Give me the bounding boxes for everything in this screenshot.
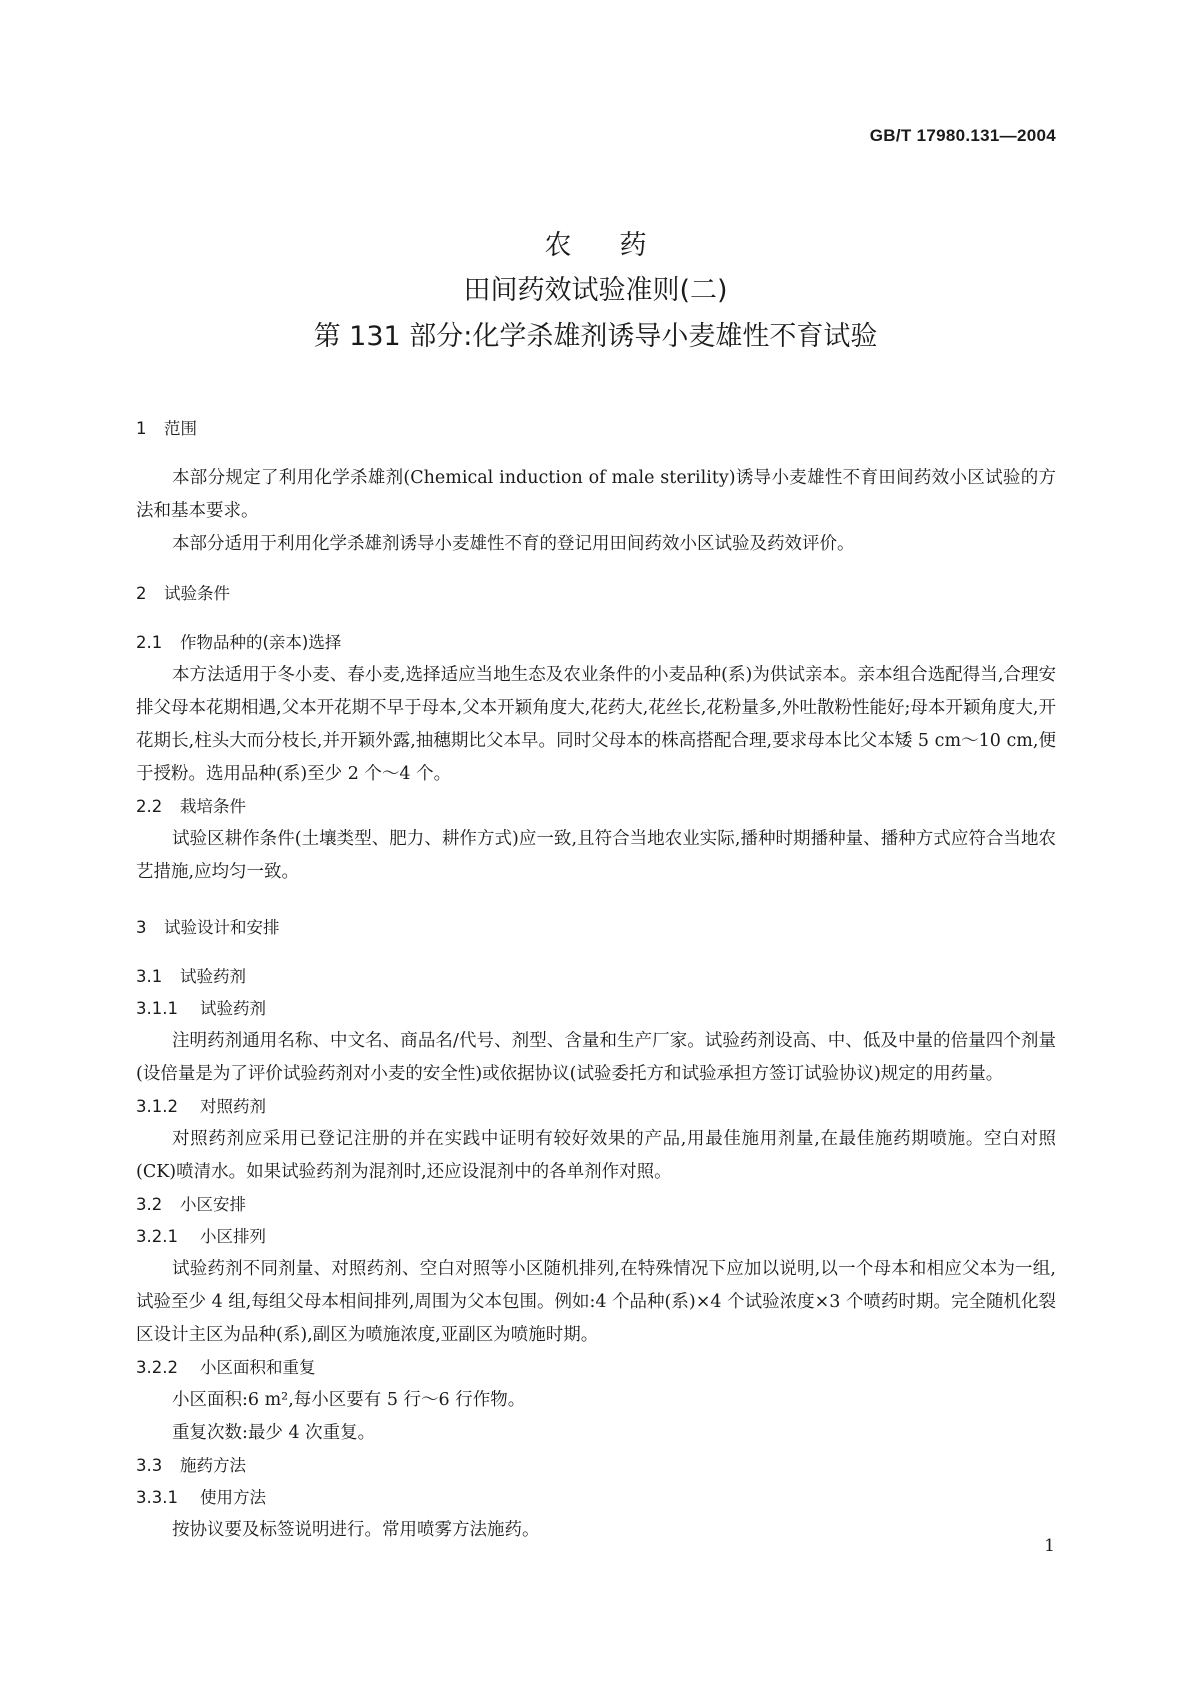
subsection-heading-3-1-1 [136,993,1056,1025]
subsection-heading-3-3-1 [136,1482,1056,1514]
subsection-heading-2-1 [136,627,1056,659]
section-title: 试验药剂 [200,999,266,1018]
section-number: 3.1.1 [136,999,178,1018]
subsection-heading-3-2 [136,1189,1056,1221]
title-line-3: 第 131 部分:化学杀雄剂诱导小麦雄性不育试验 [313,321,878,352]
section-number: 3.3.1 [136,1488,178,1507]
subsection-heading-3-2-1 [136,1221,1056,1253]
paragraph: 本部分规定了利用化学杀雄剂(Chemical induction of male sterility)诱导小麦雄性不育田间药效小区试验的方法和基本要求。 [136,468,1056,521]
paragraph: 重复次数:最少 4 次重复。 [172,1423,376,1443]
section-number: 3.2.1 [136,1227,178,1246]
section-number: 2.1 [136,633,163,652]
section-number: 3.2 [136,1195,163,1214]
section-number: 3.1.2 [136,1097,178,1116]
paragraph: 本方法适用于冬小麦、春小麦,选择适应当地生态及农业条件的小麦品种(系)为供试亲本。亲本组合选配得当,合理安排父母本花期相遇,父本开花期不早于母本,父本开颖角度大,花药大,花丝长,花粉量多,外吐散粉性能好;母本开颖角度大,开花期长,柱头大而分枝长,并开颖外露,抽穗期比父本早。同时父母本的株高搭配合理,要求母本比父本矮 5 cm～10 cm,便于授粉。选用品种(系)至少 2 个～4 个。 [136,665,1056,784]
section-number: 2.2 [136,797,163,816]
subsection-heading-3-1 [136,961,1056,993]
section-title: 范围 [164,419,197,438]
section-title: 试验条件 [164,584,230,603]
section-title: 对照药剂 [200,1097,266,1116]
title-line-2: 田间药效试验准则(二) [463,275,728,306]
subsection-heading-3-2-2 [136,1352,1056,1384]
paragraph: 小区面积:6 m²,每小区要有 5 行～6 行作物。 [172,1390,526,1410]
section-heading-1 [136,412,1056,446]
paragraph: 按协议要及标签说明进行。常用喷雾方法施药。 [172,1520,540,1540]
standard-number: GB/T 17980.131—2004 [869,126,1056,145]
subsection-heading-3-3 [136,1450,1056,1482]
section-number: 3.3 [136,1456,163,1475]
section-title: 作物品种的(亲本)选择 [180,633,342,652]
title-line-1: 农药 [544,230,695,261]
section-title: 试验药剂 [180,967,246,986]
section-heading-2 [136,577,1056,611]
section-title: 施药方法 [180,1456,246,1475]
paragraph: 试验药剂不同剂量、对照药剂、空白对照等小区随机排列,在特殊情况下应加以说明,以一个母本和相应父本为一组,试验至少 4 组,每组父母本相间排列,周围为父本包围。例如:4 个品种(系)×4 个试验浓度×3 个喷药时期。完全随机化裂区设计主区为品种(系),副区为喷施浓度,亚副区为喷施时期。 [136,1259,1056,1345]
section-title: 栽培条件 [180,797,246,816]
section-number: 2 [136,584,147,603]
subsection-heading-3-1-2 [136,1091,1056,1123]
section-number: 1 [136,419,147,438]
section-title: 使用方法 [200,1488,266,1507]
paragraph: 试验区耕作条件(土壤类型、肥力、耕作方式)应一致,且符合当地农业实际,播种时期播种量、播种方式应符合当地农艺措施,应均匀一致。 [136,829,1056,882]
section-title: 小区面积和重复 [200,1358,316,1377]
paragraph: 本部分适用于利用化学杀雄剂诱导小麦雄性不育的登记用田间药效小区试验及药效评价。 [172,534,855,554]
page-number: 1 [1044,1536,1055,1556]
paragraph: 对照药剂应采用已登记注册的并在实践中证明有较好效果的产品,用最佳施用剂量,在最佳施药期喷施。空白对照(CK)喷清水。如果试验药剂为混剂时,还应设混剂中的各单剂作对照。 [136,1129,1056,1182]
document-body [136,412,1056,1547]
section-number: 3.2.2 [136,1358,178,1377]
section-number: 3.1 [136,967,163,986]
paragraph: 注明药剂通用名称、中文名、商品名/代号、剂型、含量和生产厂家。试验药剂设高、中、低及中量的倍量四个剂量(设倍量是为了评价试验药剂对小麦的安全性)或依据协议(试验委托方和试验承担方签订试验协议)规定的用药量。 [136,1031,1056,1084]
section-number: 3 [136,918,147,937]
section-title: 小区安排 [180,1195,246,1214]
section-title: 小区排列 [200,1227,266,1246]
subsection-heading-2-2 [136,791,1056,823]
section-heading-3 [136,911,1056,945]
section-title: 试验设计和安排 [164,918,280,937]
document-title [0,226,1191,358]
